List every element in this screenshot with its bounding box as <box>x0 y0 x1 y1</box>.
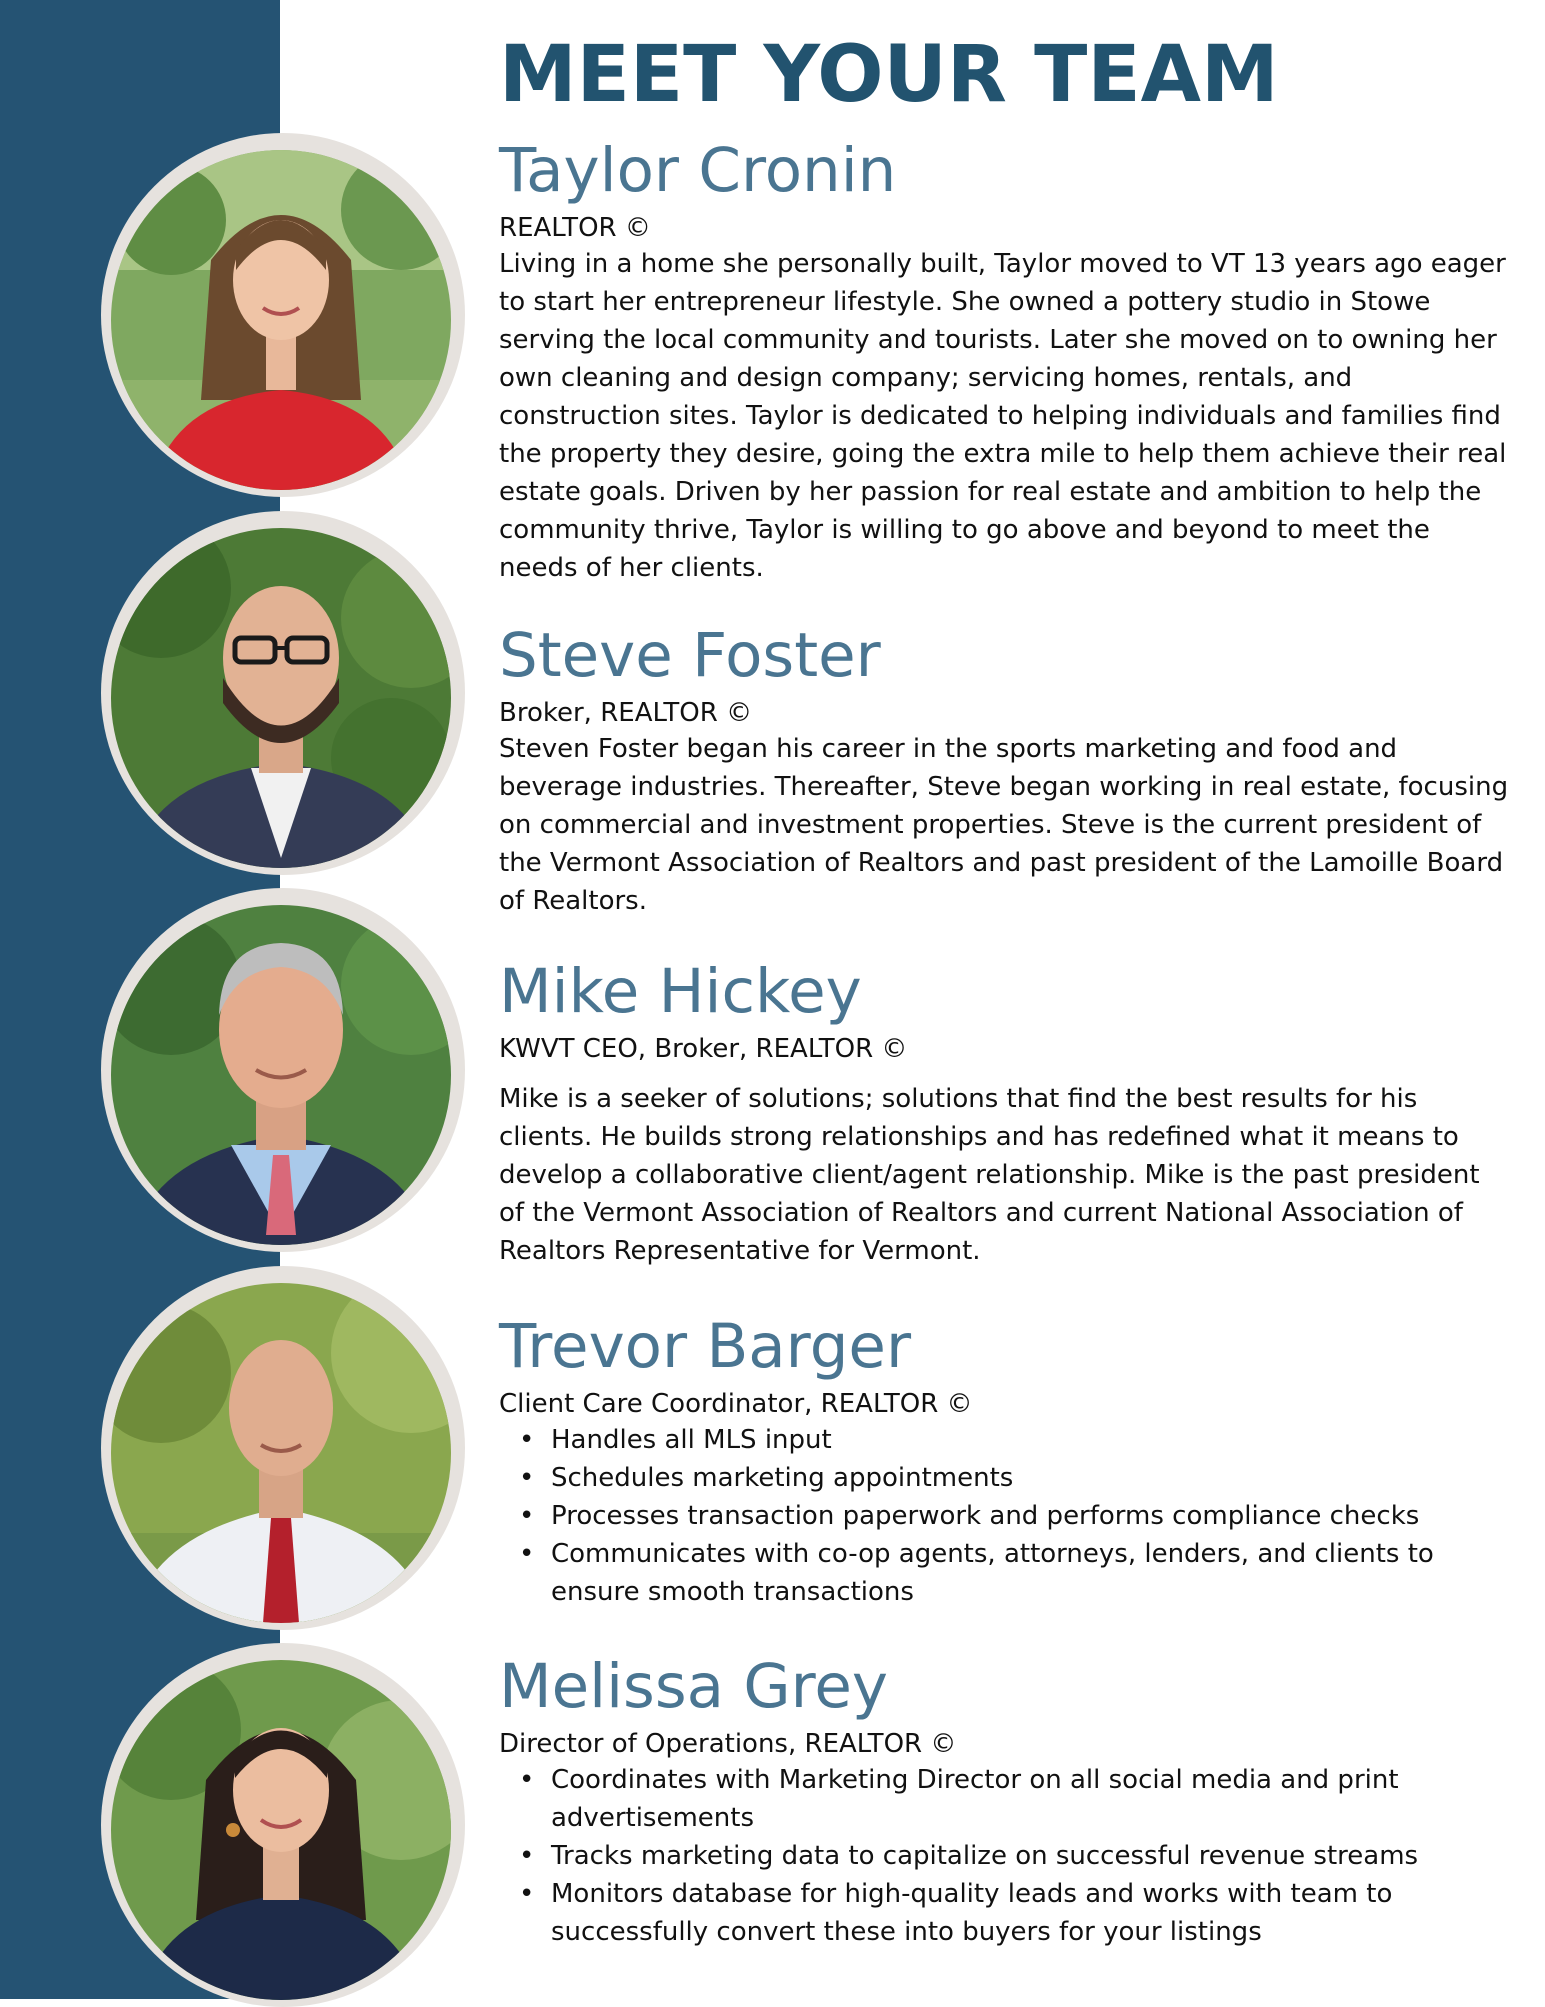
member-bio: Steven Foster began his career in the sports marketing and food and beverage industries. Thereafter, Steve began working in real estate, focusing on commercial and investment properties. Steve is the current president of the Vermont Association of Realtors and past president of the Lamoille Board of Realtors. <box>499 734 1509 916</box>
portrait-trevor-barger <box>111 1283 451 1623</box>
portrait-steve-foster <box>111 528 451 868</box>
duty-item: • Processes transaction paperwork and performs compliance checks <box>499 1497 1509 1535</box>
duty-item: • Handles all MLS input <box>499 1421 1509 1459</box>
team-member <box>499 956 1509 1270</box>
member-name: Trevor Barger <box>499 1311 912 1382</box>
member-role: Broker, REALTOR © <box>499 698 753 728</box>
duty-item: • Coordinates with Marketing Director on all social media and print advertisements <box>499 1761 1509 1837</box>
member-role: REALTOR © <box>499 213 651 243</box>
member-name: Melissa Grey <box>499 1651 889 1722</box>
page-title: MEET YOUR TEAM <box>499 30 1279 120</box>
member-role: KWVT CEO, Broker, REALTOR © <box>499 1034 908 1064</box>
duty-item: • Monitors database for high-quality leads and works with team to successfully convert these into buyers for your listings <box>499 1875 1509 1951</box>
team-content <box>499 30 1509 1947</box>
duty-list <box>499 1421 1509 1611</box>
member-role: Director of Operations, REALTOR © <box>499 1729 957 1759</box>
portrait-melissa-grey <box>111 1660 451 2000</box>
member-name: Steve Foster <box>499 620 881 691</box>
member-name: Mike Hickey <box>499 956 862 1027</box>
team-member <box>499 1311 1509 1611</box>
duty-item: • Communicates with co-op agents, attorneys, lenders, and clients to ensure smooth transactions <box>499 1535 1509 1611</box>
team-member <box>499 620 1509 920</box>
member-bio: Mike is a seeker of solutions; solutions that find the best results for his clients. He builds strong relationships and has redefined what it means to develop a collaborative client/agent relationship. Mike is the past president of the Vermont Association of Realtors and current National Association of Realtors Representative for Vermont. <box>499 1084 1480 1266</box>
member-bio: Living in a home she personally built, Taylor moved to VT 13 years ago eager to start her entrepreneur lifestyle. She owned a pottery studio in Stowe serving the local community and tourists. Later she moved on to owning her own cleaning and design company; servicing homes, rentals, and construction sites. Taylor is dedicated to helping individuals and families find the property they desire, going the extra mile to help them achieve their real estate goals. Driven by her passion for real estate and ambition to help the community thrive, Taylor is willing to go above and beyond to meet the needs of her clients. <box>499 249 1507 583</box>
duty-item: • Schedules marketing appointments <box>499 1459 1509 1497</box>
portrait-taylor-cronin <box>111 150 451 490</box>
duty-item: • Tracks marketing data to capitalize on successful revenue streams <box>499 1837 1509 1875</box>
team-member <box>499 135 1509 587</box>
member-role: Client Care Coordinator, REALTOR © <box>499 1389 973 1419</box>
portrait-mike-hickey <box>111 905 451 1245</box>
team-member <box>499 1651 1509 1951</box>
member-name: Taylor Cronin <box>499 135 897 206</box>
duty-list <box>499 1761 1509 1951</box>
